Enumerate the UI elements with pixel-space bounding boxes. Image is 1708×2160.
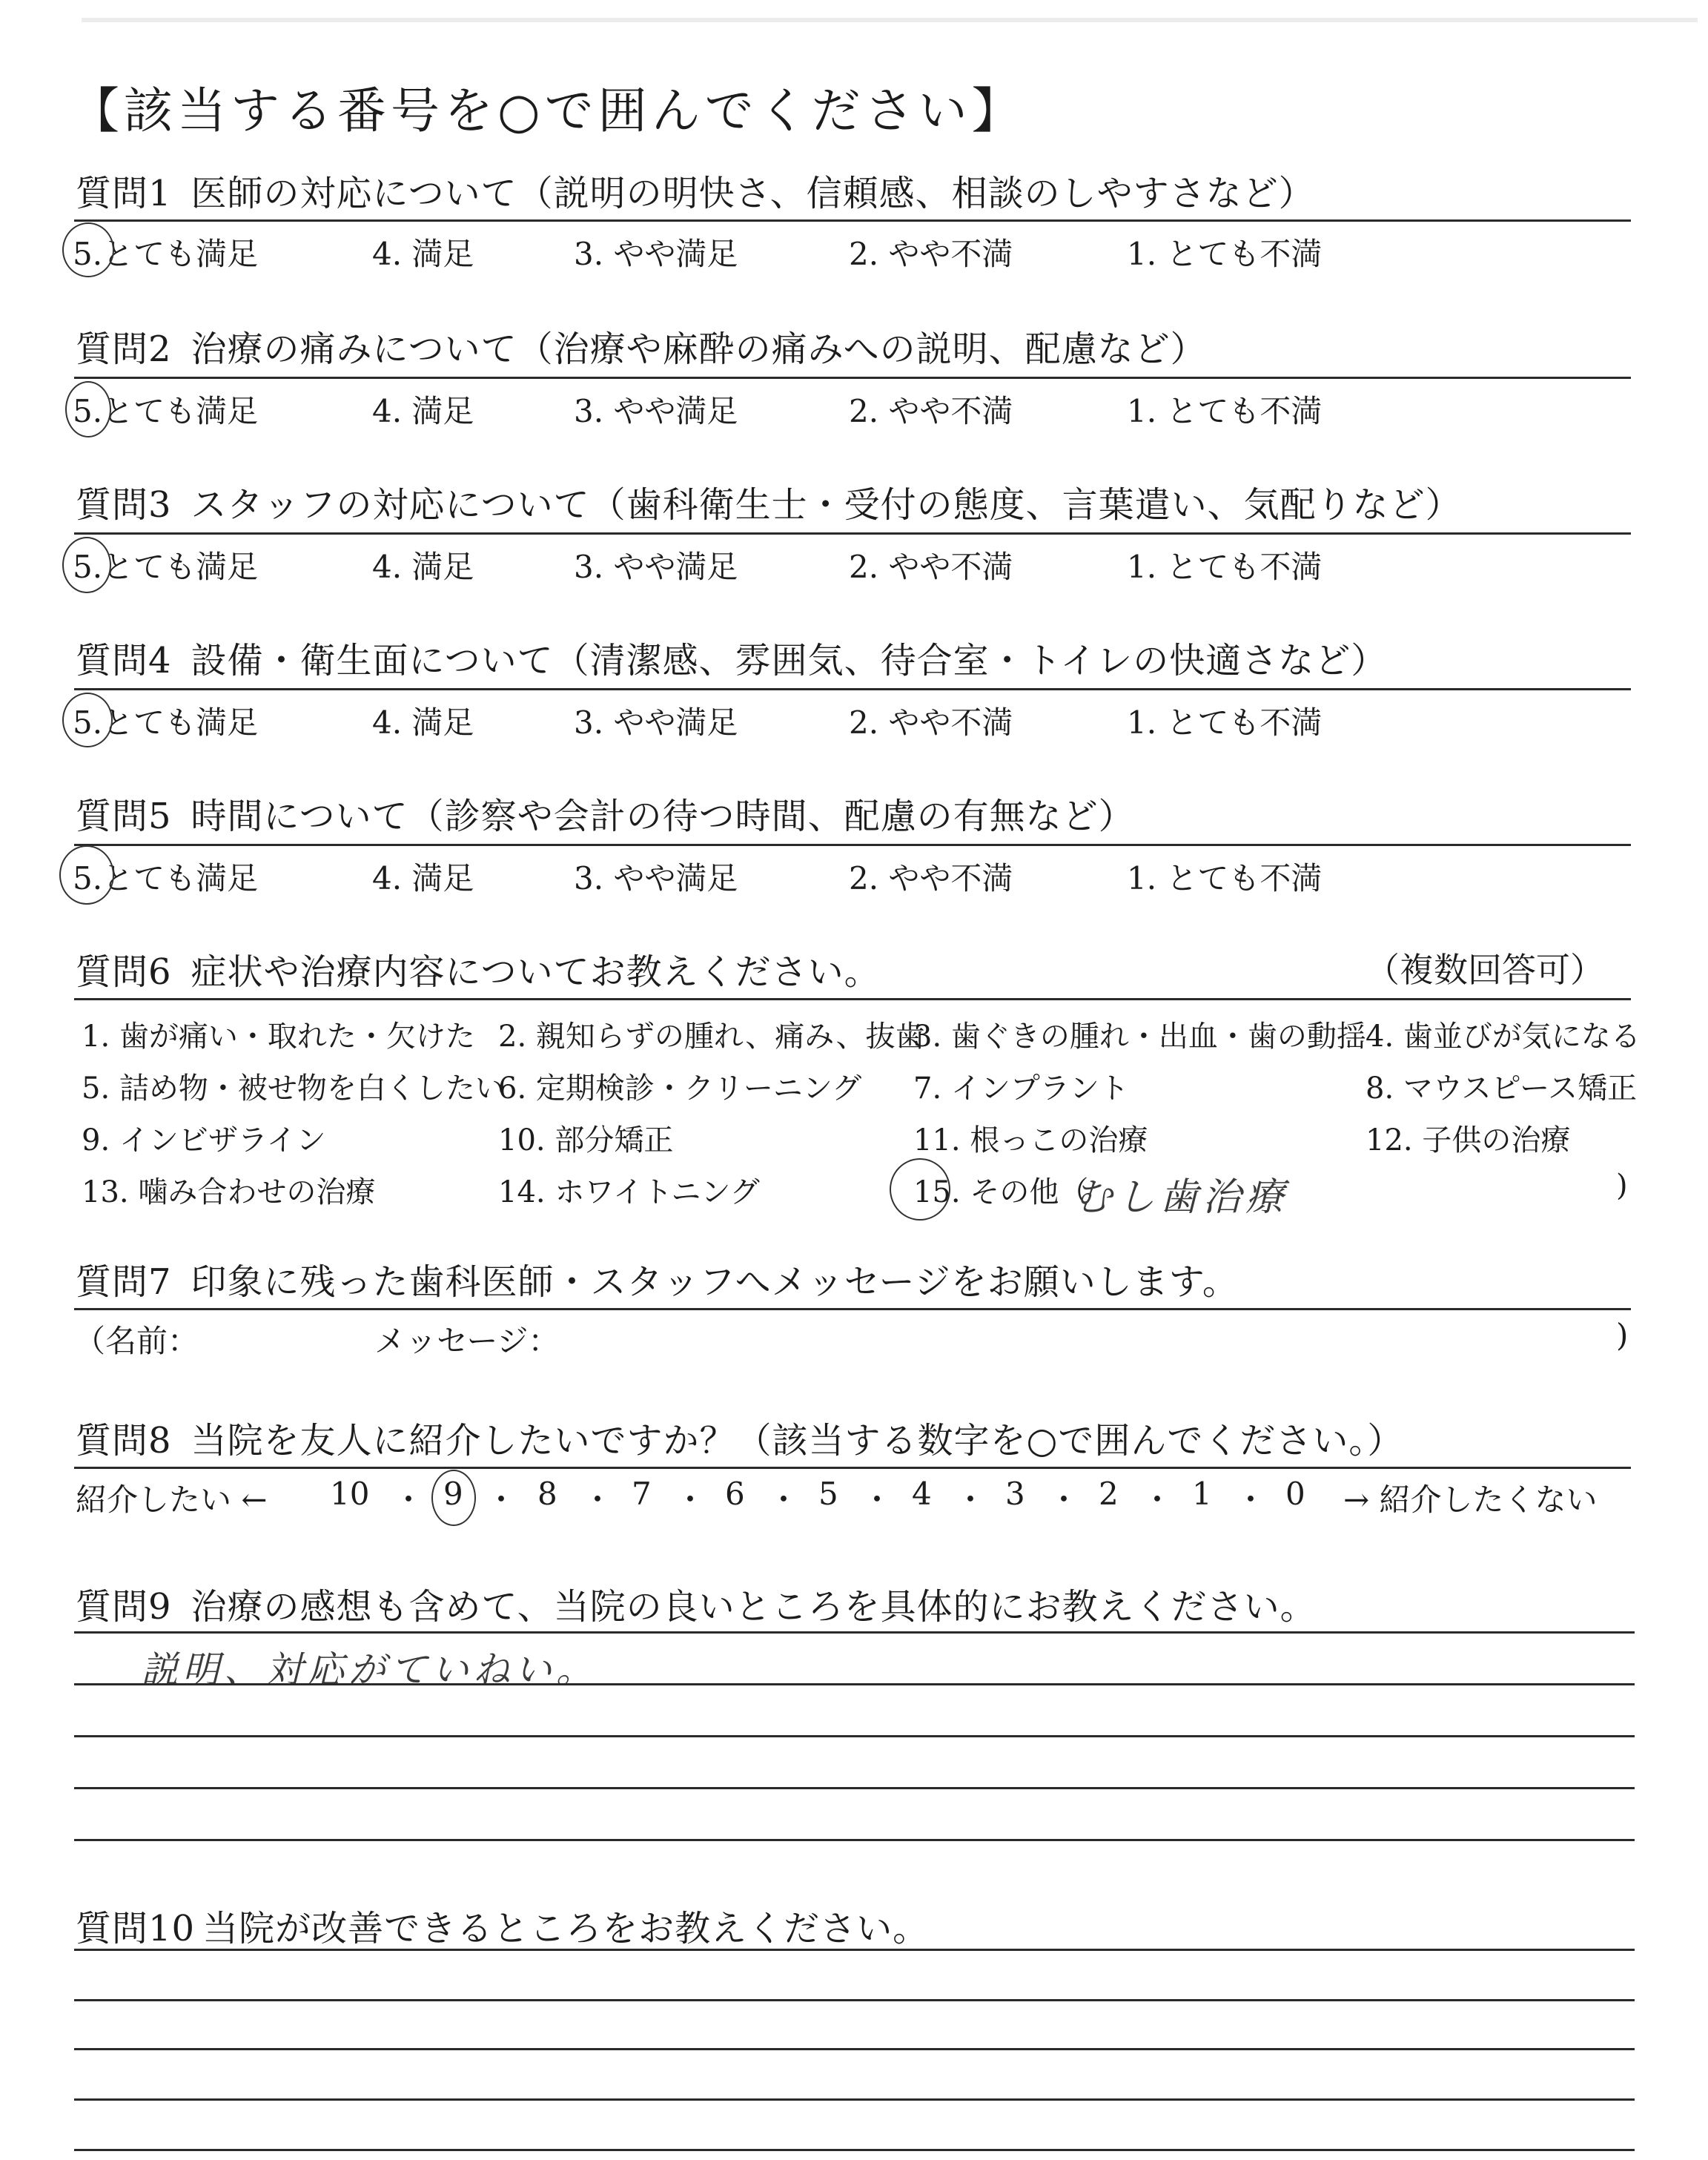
form-title: 【該当する番号を○で囲んでください】 [70, 82, 1025, 139]
scale-value[interactable]: 1 [1192, 1476, 1212, 1512]
option-2[interactable]: 2. やや不満 [849, 549, 1013, 585]
scale-dot: ・ [582, 1482, 614, 1518]
option-4[interactable]: 4. 満足 [372, 549, 474, 585]
close-paren: ) [1616, 1169, 1628, 1203]
answer-line [74, 1839, 1635, 1841]
other-handwritten-answer[interactable]: むし歯治療 [1073, 1175, 1289, 1220]
scale-left-label: 紹介したい ← [76, 1482, 268, 1518]
symptom-item[interactable]: 13. 噛み合わせの治療 [82, 1175, 376, 1209]
option-4[interactable]: 4. 満足 [372, 860, 474, 896]
symptom-item-other[interactable]: 15. その他（ [913, 1175, 1089, 1209]
option-4[interactable]: 4. 満足 [372, 236, 474, 272]
question-number: 質問8 [76, 1420, 172, 1462]
option-4[interactable]: 4. 満足 [372, 393, 474, 429]
question-10 [76, 1900, 929, 1951]
option-1[interactable]: 1. とても不満 [1127, 393, 1323, 429]
option-3[interactable]: 3. やや満足 [574, 549, 738, 585]
scale-dot: ・ [861, 1482, 893, 1518]
scale-value[interactable]: 2 [1099, 1476, 1119, 1512]
question-text: 当院が改善できるところをお教えください。 [202, 1908, 930, 1949]
option-5[interactable]: 5.とても満足 [73, 236, 259, 272]
multiple-answer-note: （複数回答可） [1366, 950, 1604, 990]
divider [74, 219, 1631, 222]
handwritten-answer[interactable]: 説明、対応がていねい。 [141, 1648, 598, 1691]
option-1[interactable]: 1. とても不満 [1127, 704, 1323, 741]
close-paren: ) [1616, 1317, 1629, 1353]
question-7 [76, 1253, 1239, 1304]
question-text: 印象に残った歯科医師・スタッフへメッセージをお願いします。 [191, 1261, 1239, 1303]
question-1 [76, 165, 1315, 216]
option-3[interactable]: 3. やや満足 [574, 393, 738, 429]
scale-dot: ・ [486, 1482, 517, 1518]
symptom-item[interactable]: 3. 歯ぐきの腫れ・出血・歯の動揺 [913, 1020, 1366, 1054]
option-5[interactable]: 5.とても満足 [73, 549, 259, 585]
question-8 [76, 1412, 1403, 1463]
symptom-item[interactable]: 11. 根っこの治療 [913, 1123, 1148, 1157]
question-number: 質問5 [76, 796, 172, 837]
answer-line [74, 1787, 1635, 1789]
scale-value[interactable]: 9 [443, 1476, 463, 1512]
answer-line [74, 1683, 1635, 1685]
scale-value[interactable]: 3 [1005, 1476, 1025, 1512]
scale-dot: ・ [1235, 1482, 1267, 1518]
question-number: 質問3 [76, 484, 172, 526]
question-number: 質問9 [76, 1586, 172, 1628]
option-2[interactable]: 2. やや不満 [849, 860, 1013, 896]
divider [74, 1467, 1631, 1469]
answer-line [74, 2048, 1635, 2050]
scale-value[interactable]: 7 [632, 1476, 652, 1512]
question-text: 治療の感想も含めて、当院の良いところを具体的にお教えください。 [191, 1586, 1317, 1628]
name-label: （名前： [74, 1323, 199, 1359]
question-text: 症状や治療内容についてお教えください。 [191, 951, 881, 993]
divider [74, 998, 1631, 1000]
option-4[interactable]: 4. 満足 [372, 704, 474, 741]
answer-line [74, 2149, 1635, 2151]
answer-line [74, 1631, 1635, 1634]
scale-dot: ・ [1048, 1482, 1080, 1518]
symptom-item[interactable]: 6. 定期検診・クリーニング [498, 1071, 862, 1106]
divider [74, 688, 1631, 690]
divider [74, 377, 1631, 379]
option-3[interactable]: 3. やや満足 [574, 704, 738, 741]
question-number: 質問6 [76, 951, 172, 993]
option-1[interactable]: 1. とても不満 [1127, 860, 1323, 896]
symptom-item[interactable]: 10. 部分矯正 [498, 1123, 674, 1157]
divider [74, 532, 1631, 535]
option-5[interactable]: 5.とても満足 [73, 704, 259, 741]
question-2 [76, 320, 1207, 371]
question-text: 治療の痛みについて（治療や麻酔の痛みへの説明、配慮など） [191, 328, 1207, 370]
option-3[interactable]: 3. やや満足 [574, 236, 738, 272]
scale-dot: ・ [1142, 1482, 1174, 1518]
scale-value[interactable]: 4 [912, 1476, 932, 1512]
selection-circle [59, 845, 114, 905]
question-number: 質問10 [76, 1908, 196, 1949]
question-number: 質問4 [76, 640, 172, 681]
question-6 [76, 943, 881, 994]
question-4 [76, 632, 1387, 683]
question-text: 当院を友人に紹介したいですか？（該当する数字を○で囲んでください。） [191, 1420, 1404, 1462]
answer-line [74, 1735, 1635, 1737]
scale-value[interactable]: 6 [725, 1476, 745, 1512]
scale-right-label: → 紹介したくない [1343, 1482, 1598, 1518]
option-1[interactable]: 1. とても不満 [1127, 236, 1323, 272]
selection-circle [890, 1158, 950, 1221]
question-5 [76, 787, 1135, 839]
symptom-item[interactable]: 8. マウスピース矯正 [1366, 1071, 1638, 1106]
question-text: スタッフの対応について（歯科衛生士・受付の態度、言葉遣い、気配りなど） [191, 484, 1462, 526]
answer-line [74, 1999, 1635, 2001]
question-text: 医師の対応について（説明の明快さ、信頼感、相談のしやすさなど） [191, 173, 1315, 214]
scale-dot: ・ [768, 1482, 800, 1518]
question-9 [76, 1578, 1317, 1629]
selection-circle [62, 222, 114, 277]
symptom-item[interactable]: 1. 歯が痛い・取れた・欠けた [82, 1020, 475, 1054]
selection-circle [65, 381, 111, 437]
divider [74, 1308, 1631, 1310]
selection-circle [431, 1470, 476, 1526]
question-text: 設備・衛生面について（清潔感、雰囲気、待合室・トイレの快適さなど） [191, 640, 1388, 681]
option-2[interactable]: 2. やや不満 [849, 704, 1013, 741]
selection-circle [62, 693, 113, 747]
option-2[interactable]: 2. やや不満 [849, 393, 1013, 429]
message-label: メッセージ： [374, 1323, 560, 1359]
answer-line [74, 2098, 1635, 2101]
scale-dot: ・ [675, 1482, 706, 1518]
scale-value[interactable]: 0 [1285, 1476, 1305, 1512]
question-number: 質問7 [76, 1261, 172, 1303]
scan-top-edge [82, 18, 1698, 22]
question-number: 質問2 [76, 328, 172, 370]
symptom-item[interactable]: 14. ホワイトニング [498, 1175, 760, 1209]
scale-dot: ・ [955, 1482, 987, 1518]
scale-dot: ・ [393, 1482, 425, 1518]
option-2[interactable]: 2. やや不満 [849, 236, 1013, 272]
symptom-item[interactable]: 5. 詰め物・被せ物を白くしたい [82, 1071, 505, 1106]
symptom-item[interactable]: 12. 子供の治療 [1366, 1123, 1571, 1157]
symptom-item[interactable]: 7. インプラント [913, 1071, 1129, 1106]
question-number: 質問1 [76, 173, 172, 214]
question-text: 時間について（診察や会計の待つ時間、配慮の有無など） [191, 796, 1135, 837]
symptom-item[interactable]: 2. 親知らずの腫れ、痛み、抜歯 [498, 1020, 925, 1054]
answer-line [74, 1949, 1635, 1951]
question-3 [76, 476, 1462, 527]
selection-circle [62, 537, 111, 593]
option-3[interactable]: 3. やや満足 [574, 860, 738, 896]
symptom-item[interactable]: 4. 歯並びが気になる [1366, 1020, 1641, 1054]
scale-value[interactable]: 5 [818, 1476, 838, 1512]
option-5[interactable]: 5.とても満足 [73, 860, 259, 896]
option-5[interactable]: 5.とても満足 [73, 393, 259, 429]
divider [74, 844, 1631, 846]
symptom-item[interactable]: 9. インビザライン [82, 1123, 326, 1157]
option-1[interactable]: 1. とても不満 [1127, 549, 1323, 585]
scale-value[interactable]: 8 [537, 1476, 557, 1512]
scale-value[interactable]: 10 [330, 1476, 370, 1512]
